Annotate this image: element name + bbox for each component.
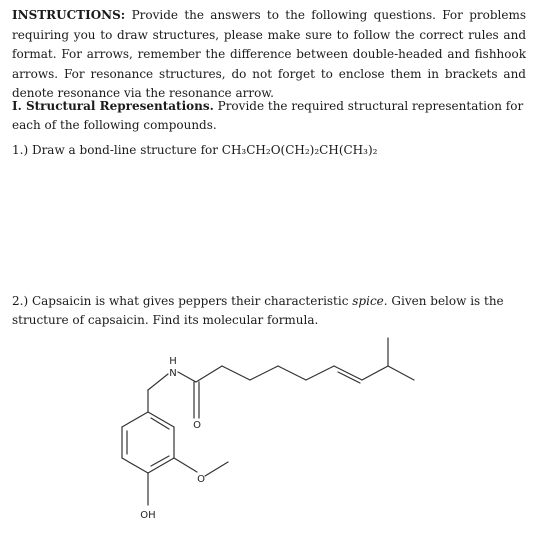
- carbonyl-oxygen-label: O: [193, 420, 201, 431]
- capsaicin-bonds: [122, 338, 414, 505]
- ether-oxygen-label: O: [197, 474, 205, 485]
- amide-hydrogen-label: H: [169, 356, 177, 367]
- question-2-emphasis: spice.: [352, 294, 388, 308]
- section-1-body: Provide the required structural representation for each of the following compounds.: [12, 99, 524, 132]
- hydroxyl-label: OH: [140, 510, 156, 521]
- instructions-lead: INSTRUCTIONS:: [12, 8, 126, 22]
- instructions-body: Provide the answers to the following questions. For problems requiring you to draw structures, please make sure to follow the correct rules and format. For arrows, remember the difference between double-headed and fishhook arrows. For resonance structures, do not forget to enclose them in brackets and denote resonance via the resonance arrow.: [12, 8, 526, 101]
- section-1-heading: [12, 97, 526, 134]
- section-1-title: I. Structural Representations.: [12, 99, 214, 113]
- amide-nitrogen-label: N: [169, 368, 177, 379]
- instructions-paragraph: [12, 6, 526, 104]
- question-2-text-after: Given below is the structure of capsaicin. Find its molecular formula.: [12, 294, 504, 327]
- question-1: 1.) Draw a bond-line structure for CH₃CH₂O(CH₂)₂CH(CH₃)₂: [12, 143, 378, 157]
- question-2-text-before: 2.) Capsaicin is what gives peppers their characteristic: [12, 294, 353, 308]
- question-2: [12, 292, 526, 329]
